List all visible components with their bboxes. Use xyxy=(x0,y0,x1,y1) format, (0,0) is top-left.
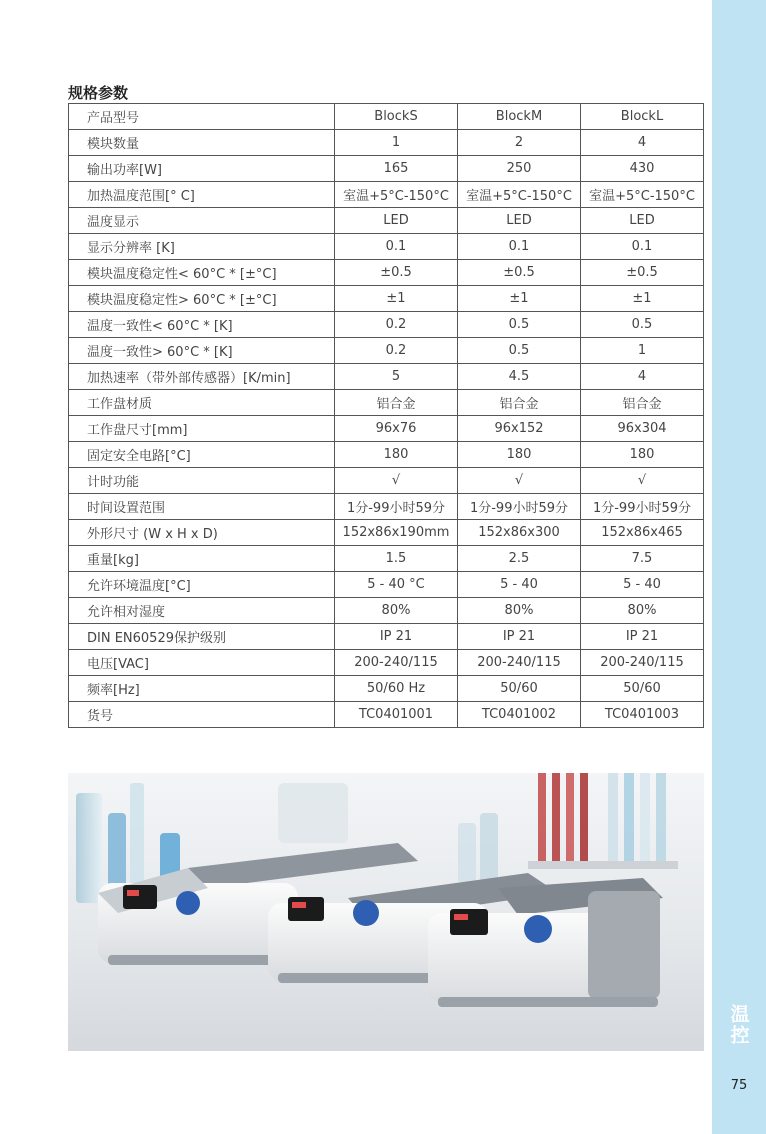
spec-label: DIN EN60529保护级别 xyxy=(69,624,335,650)
table-row xyxy=(69,494,704,520)
table-row xyxy=(69,338,704,364)
spec-label: 输出功率[W] xyxy=(69,156,335,182)
spec-table-body xyxy=(69,104,704,728)
spec-value: 50/60 xyxy=(581,676,704,702)
spec-value: TC0401001 xyxy=(335,702,458,728)
spec-value: ±0.5 xyxy=(335,260,458,286)
spec-value: ±1 xyxy=(581,286,704,312)
spec-value: 430 xyxy=(581,156,704,182)
table-header-label: 产品型号 xyxy=(69,104,335,130)
spec-value: 1 xyxy=(581,338,704,364)
spec-label: 电压[VAC] xyxy=(69,650,335,676)
spec-value: 0.5 xyxy=(458,338,581,364)
spec-value: 1分-99小时59分 xyxy=(458,494,581,520)
table-row xyxy=(69,156,704,182)
table-row xyxy=(69,624,704,650)
spec-value: 0.1 xyxy=(335,234,458,260)
spec-label: 温度一致性> 60°C * [K] xyxy=(69,338,335,364)
spec-value: 0.1 xyxy=(581,234,704,260)
spec-value: IP 21 xyxy=(335,624,458,650)
spec-value: 200-240/115 xyxy=(581,650,704,676)
spec-value: 180 xyxy=(335,442,458,468)
spec-label: 允许相对湿度 xyxy=(69,598,335,624)
spec-value: 152x86x300 xyxy=(458,520,581,546)
spec-value: ±0.5 xyxy=(581,260,704,286)
table-row xyxy=(69,182,704,208)
spec-label: 计时功能 xyxy=(69,468,335,494)
spec-value: 50/60 xyxy=(458,676,581,702)
spec-value: LED xyxy=(458,208,581,234)
spec-value: 0.5 xyxy=(581,312,704,338)
spec-label: 工作盘尺寸[mm] xyxy=(69,416,335,442)
spec-value: 室温+5°C-150°C xyxy=(335,182,458,208)
spec-value: IP 21 xyxy=(581,624,704,650)
spec-label: 显示分辨率 [K] xyxy=(69,234,335,260)
table-header-model: BlockM xyxy=(458,104,581,130)
spec-value: 250 xyxy=(458,156,581,182)
spec-value: 200-240/115 xyxy=(458,650,581,676)
spec-value: 152x86x465 xyxy=(581,520,704,546)
spec-value: 1 xyxy=(335,130,458,156)
section-title: 规格参数 xyxy=(68,84,129,102)
spec-value: 96x152 xyxy=(458,416,581,442)
table-row xyxy=(69,468,704,494)
spec-value: 铝合金 xyxy=(581,390,704,416)
spec-value: 4.5 xyxy=(458,364,581,390)
spec-value: 5 xyxy=(335,364,458,390)
table-row xyxy=(69,702,704,728)
table-header-model: BlockL xyxy=(581,104,704,130)
spec-value: √ xyxy=(458,468,581,494)
product-photo-illustration xyxy=(68,773,704,1051)
spec-label: 时间设置范围 xyxy=(69,494,335,520)
spec-value: 80% xyxy=(335,598,458,624)
spec-value: 96x76 xyxy=(335,416,458,442)
spec-value: √ xyxy=(335,468,458,494)
table-row xyxy=(69,260,704,286)
table-row xyxy=(69,208,704,234)
spec-value: 5 - 40 xyxy=(581,572,704,598)
spec-label: 温度一致性< 60°C * [K] xyxy=(69,312,335,338)
spec-value: 180 xyxy=(581,442,704,468)
spec-value: 铝合金 xyxy=(458,390,581,416)
spec-value: IP 21 xyxy=(458,624,581,650)
spec-label: 温度显示 xyxy=(69,208,335,234)
spec-label: 外形尺寸 (W x H x D) xyxy=(69,520,335,546)
spec-table xyxy=(68,103,704,728)
spec-value: 152x86x190mm xyxy=(335,520,458,546)
spec-label: 模块数量 xyxy=(69,130,335,156)
spec-label: 频率[Hz] xyxy=(69,676,335,702)
spec-value: 180 xyxy=(458,442,581,468)
table-row xyxy=(69,598,704,624)
spec-label: 工作盘材质 xyxy=(69,390,335,416)
spec-value: LED xyxy=(335,208,458,234)
spec-value: 室温+5°C-150°C xyxy=(581,182,704,208)
spec-label: 固定安全电路[°C] xyxy=(69,442,335,468)
table-row xyxy=(69,234,704,260)
side-color-band xyxy=(712,0,766,1134)
spec-value: 1分-99小时59分 xyxy=(581,494,704,520)
table-row xyxy=(69,130,704,156)
spec-value: 165 xyxy=(335,156,458,182)
spec-value: 0.2 xyxy=(335,312,458,338)
spec-value: ±0.5 xyxy=(458,260,581,286)
spec-value: 1分-99小时59分 xyxy=(335,494,458,520)
spec-value: 200-240/115 xyxy=(335,650,458,676)
side-category-label: 温控 xyxy=(727,1004,750,1046)
spec-value: 0.5 xyxy=(458,312,581,338)
spec-value: 50/60 Hz xyxy=(335,676,458,702)
spec-label: 货号 xyxy=(69,702,335,728)
spec-value: 96x304 xyxy=(581,416,704,442)
spec-value: 铝合金 xyxy=(335,390,458,416)
table-row xyxy=(69,364,704,390)
spec-value: ±1 xyxy=(458,286,581,312)
spec-label: 模块温度稳定性> 60°C * [±°C] xyxy=(69,286,335,312)
product-photo xyxy=(68,773,704,1051)
table-row xyxy=(69,442,704,468)
spec-value: 0.2 xyxy=(335,338,458,364)
table-row xyxy=(69,676,704,702)
spec-label: 重量[kg] xyxy=(69,546,335,572)
page-number: 75 xyxy=(730,1078,748,1093)
spec-value: 0.1 xyxy=(458,234,581,260)
spec-value: 4 xyxy=(581,364,704,390)
spec-value: 室温+5°C-150°C xyxy=(458,182,581,208)
spec-value: TC0401003 xyxy=(581,702,704,728)
spec-value: ±1 xyxy=(335,286,458,312)
table-header-model: BlockS xyxy=(335,104,458,130)
spec-value: 1.5 xyxy=(335,546,458,572)
spec-value: TC0401002 xyxy=(458,702,581,728)
table-row xyxy=(69,520,704,546)
spec-value: 2.5 xyxy=(458,546,581,572)
spec-value: 5 - 40 °C xyxy=(335,572,458,598)
table-row xyxy=(69,312,704,338)
spec-value: 80% xyxy=(581,598,704,624)
spec-label: 加热温度范围[° C] xyxy=(69,182,335,208)
table-row xyxy=(69,572,704,598)
table-row xyxy=(69,416,704,442)
spec-value: 80% xyxy=(458,598,581,624)
spec-value: 5 - 40 xyxy=(458,572,581,598)
spec-label: 加热速率（带外部传感器）[K/min] xyxy=(69,364,335,390)
spec-value: 2 xyxy=(458,130,581,156)
table-header-row xyxy=(69,104,704,130)
spec-label: 模块温度稳定性< 60°C * [±°C] xyxy=(69,260,335,286)
table-row xyxy=(69,546,704,572)
spec-value: 4 xyxy=(581,130,704,156)
spec-label: 允许环境温度[°C] xyxy=(69,572,335,598)
table-row xyxy=(69,650,704,676)
table-row xyxy=(69,390,704,416)
spec-value: LED xyxy=(581,208,704,234)
table-row xyxy=(69,286,704,312)
spec-value: 7.5 xyxy=(581,546,704,572)
spec-value: √ xyxy=(581,468,704,494)
